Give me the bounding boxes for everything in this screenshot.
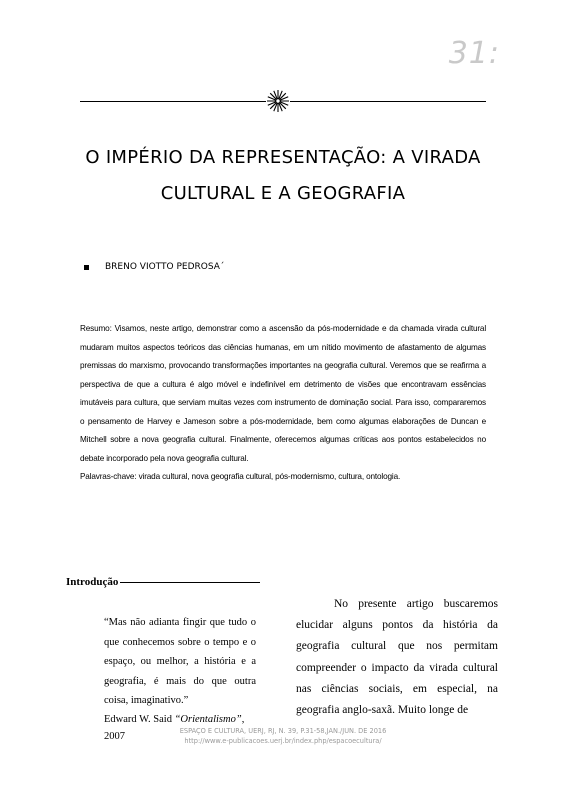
epigraph-source: “Orientalismo” (174, 713, 242, 725)
introduction-heading: Introdução (66, 576, 119, 588)
starburst-ornament-icon (266, 89, 290, 113)
article-title (0, 140, 566, 212)
abstract (80, 320, 486, 487)
author-name: BRENO VIOTTO PEDROSA´ (105, 262, 225, 272)
epigraph-text: “Mas não adianta fingir que tudo o que conhecemos sobre o tempo e o espaço, ou melhor, a história e a geografia, é mais do que outra coisa, imaginativo.” (104, 617, 256, 706)
epigraph-author: Edward W. Said (104, 713, 172, 725)
section-heading (66, 576, 260, 588)
journal-url[interactable]: http://www.e-publicacoes.uerj.br/index.php/espacoecultura/ (184, 737, 382, 745)
bullet-icon (84, 265, 89, 270)
epigraph (104, 613, 256, 745)
title-line-1: O IMPÉRIO DA REPRESENTAÇÃO: A VIRADA (85, 147, 481, 168)
body-paragraph: No presente artigo buscaremos elucidar alguns pontos da história da geografia cultural que nos permitam compreender o impacto da virada cultural nas ciências sociais, em especial, na geografia anglo-saxã. Muito longe de (296, 598, 498, 717)
author-line (84, 262, 224, 272)
journal-citation: ESPAÇO E CULTURA, UERJ, RJ, N. 39, P.31-58,JAN./JUN. DE 2016 (179, 727, 387, 735)
epigraph-year: , 2007 (104, 713, 245, 742)
page-number: 31: (448, 36, 500, 71)
heading-underline (120, 582, 260, 583)
abstract-text: Resumo: Visamos, neste artigo, demonstrar como a ascensão da pós-modernidade e da chamada virada cultural mudaram muitos aspectos teóricos das ciências humanas, em um nítido movimento de afastamento de algumas premissas do marxismo, provocando transformações importantes na geografia cultural. Veremos que se reafirma a perspectiva de que a cultura é algo móvel e indefinível em detrimento de visões que encontravam essências imutáveis para cultura, que serviam muitas vezes com instrumento de dominação social. Para isso, compararemos o pensamento de Harvey e Jameson sobre a pós-modernidade, bem como algumas elaborações de Duncan e Mitchell sobre a nova geografia cultural. Finalmente, oferecemos algumas críticas aos pontos estabelecidos no debate incorporado pela nova geografia cultural. (80, 324, 486, 463)
keywords: Palavras-chave: virada cultural, nova geografia cultural, pós-modernismo, cultura, ontologia. (80, 472, 401, 481)
page-footer (0, 726, 566, 746)
title-line-2: CULTURAL E A GEOGRAFIA (160, 183, 406, 204)
